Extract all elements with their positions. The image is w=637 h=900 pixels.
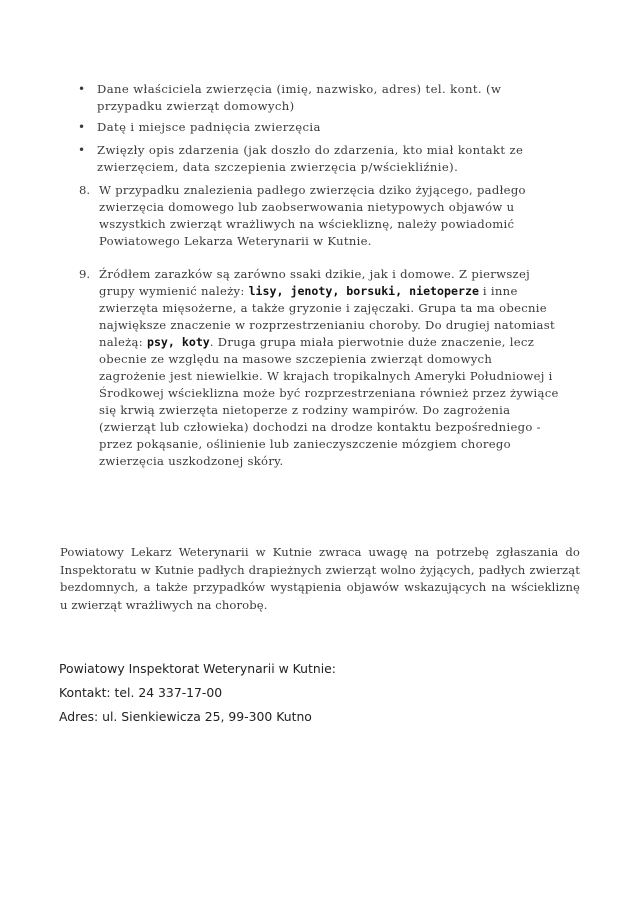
bullet-text: Dane właściciela zwierzęcia (imię, nazwisko, adres) tel. kont. (w przypadku zwierząt domowych) [97,82,502,113]
bullet-text: Datę i miejsce padnięcia zwierzęcia [97,120,321,134]
item-number: 9. [79,267,91,281]
item-text-b: i inne zwierzęta mięsożerne, a także gryzonie i zajęczaki. Grupa ta ma obecnie największe znaczenie w rozprzestrzenianiu choroby. Do drugiej natomiast należą: [99,284,555,349]
item-text [99,266,561,470]
item-number: 8. [79,183,91,197]
domestic-animals-bold: psy, koty [146,335,210,349]
bullet-text: Zwięzły opis zdarzenia (jak doszło do zdarzenia, kto miał kontakt ze zwierzęciem, data szczepienia zwierzęcia p/wściekliźnie). [97,143,524,174]
bullet-dot: • [78,120,86,134]
footer-address: Adres: ul. Sienkiewicza 25, 99-300 Kutno [59,709,312,724]
footer-organization: Powiatowy Inspektorat Weterynarii w Kutnie: [59,661,336,676]
item-text: W przypadku znalezienia padłego zwierzęcia dziko żyjącego, padłego zwierzęcia domowego lub zaobserwowania nietypowych objawów u wszystkich zwierząt wrażliwych na wściekliznę, należy powiadomić Powiatowego Lekarza Weterynarii w Kutnie. [99,183,526,248]
notice-paragraph: Powiatowy Lekarz Weterynarii w Kutnie zwraca uwagę na potrzebę zgłaszania do Inspektoratu w Kutnie padłych drapieżnych zwierząt wolno żyjących, padłych zwierząt bezdomnych, a także przypadków wystąpienia objawów wskazujących na wściekliznę u zwierząt wrażliwych na chorobę. [60,545,580,612]
bullet-dot: • [78,143,86,157]
wild-animals-bold: lisy, jenoty, borsuki, nietoperze [248,284,479,298]
footer-contact: Kontakt: tel. 24 337-17-00 [59,685,223,700]
bullet-dot: • [78,82,86,96]
item-text-c: . Druga grupa miała pierwotnie duże znaczenie, lecz obecnie ze względu na masowe szczepienia zwierząt domowych zagrożenie jest niewielkie. W krajach tropikalnych Ameryki Południowej i Środkowej wścieklizna może być rozprzestrzeniana również przez żywiące się krwią zwierzęta nietoperze z rodziny wampirów. Do zagrożenia (zwierząt lub człowieka) dochodzi na drodze kontaktu bezpośredniego - przez pokąsanie, oślinienie lub zanieczyszczenie mózgiem chorego zwierzęcia uszkodzonej skóry. [99,335,559,468]
item-text-a: Źródłem zarazków są zarówno ssaki dzikie, jak i domowe. Z pierwszej grupy wymienić należy: [99,267,531,298]
